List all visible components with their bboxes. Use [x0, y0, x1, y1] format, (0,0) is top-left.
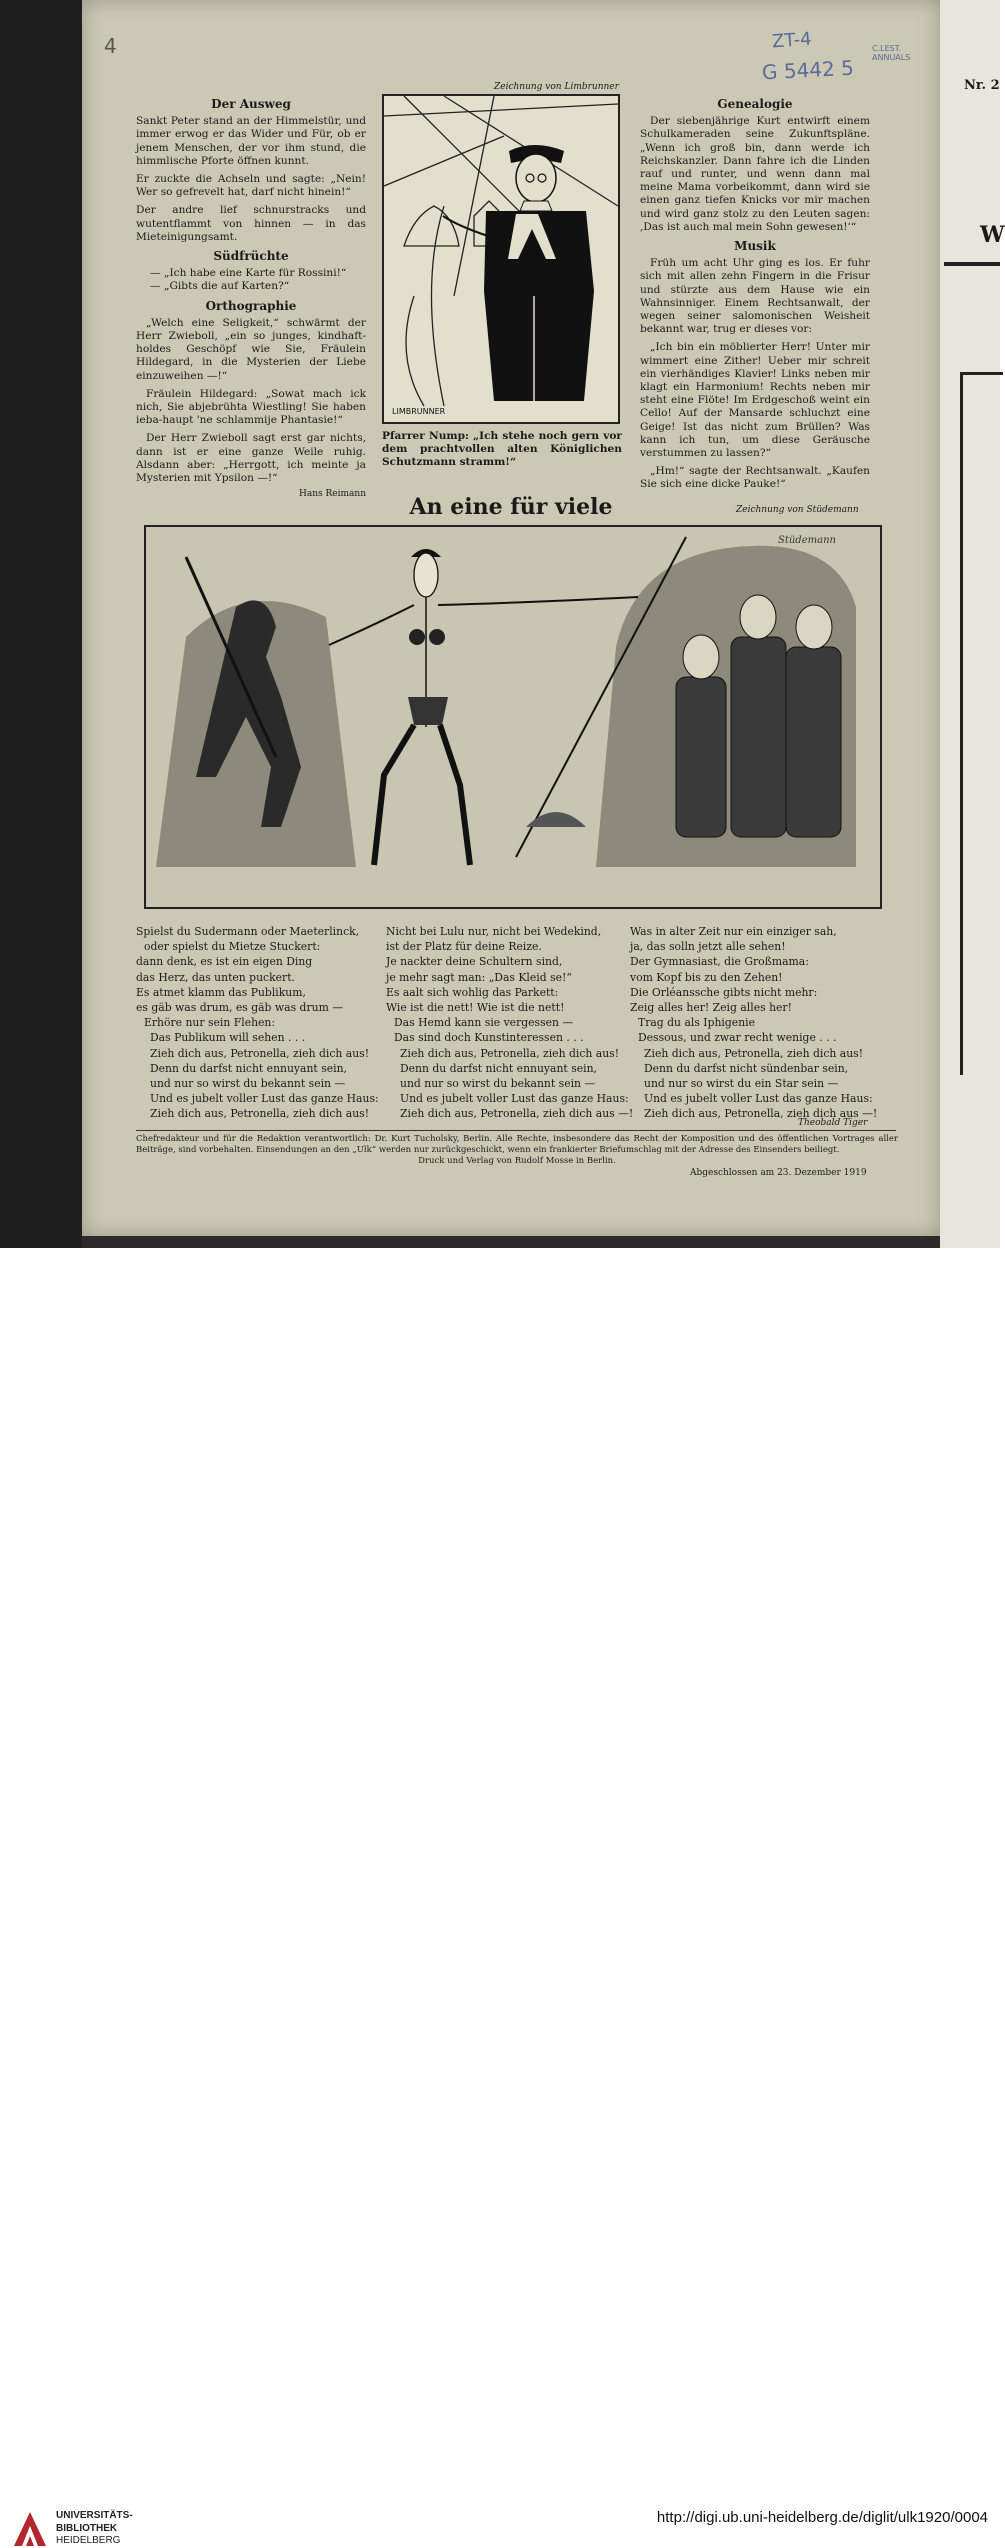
section-title-genealogie: Genealogie: [717, 97, 793, 111]
dialogue-line: — „Ich habe eine Karte für Rossini!“: [150, 267, 347, 280]
poem-line: Dessous, und zwar recht wenige . . .: [638, 1031, 837, 1045]
poem-signature: Theobald Tiger: [798, 1118, 868, 1128]
poem-line: und nur so wirst du bekannt sein —: [400, 1077, 596, 1091]
permalink-url[interactable]: http://digi.ub.uni-heidelberg.de/diglit/ulk1920/0004: [656, 2509, 988, 2526]
poem-line: Denn du darfst nicht ennuyant sein,: [150, 1061, 347, 1075]
right-column: [640, 92, 870, 497]
paragraph: „Ich bin ein möblierter Herr! Unter mir wimmert eine Zither! Ueber mir schreit ein vierhändiges Klavier! Links neben mir klagt ein Harmonium! Rechts neben mir steht eine Flöte! Im Erdgeschoß weint ein Cello! Auf der Mansarde schluchzt eine Geige! Ist das nicht zum Brüllen? Was kann ich tun, um diese Geräusche verstummen zu lassen?“: [640, 341, 870, 460]
poem-line: und nur so wirst du ein Star sein —: [644, 1077, 839, 1091]
poem-line: dann denk, es ist ein eigen Ding: [136, 955, 313, 969]
cartoon-drawing: [384, 96, 618, 422]
cartoon-credit: Zeichnung von Limbrunner: [494, 82, 619, 92]
poem-line: es gäb was drum, es gäb was drum —: [136, 1001, 344, 1015]
author-name: Hans Reimann: [299, 489, 366, 500]
poem-line: Das sind doch Kunstinteressen . . .: [394, 1031, 584, 1045]
poem-line: Wie ist die nett! Wie ist die nett!: [386, 1001, 565, 1015]
poem-line: Je nackter deine Schultern sind,: [386, 955, 563, 969]
poem-line: ist der Platz für deine Reize.: [386, 940, 542, 954]
poem-line: Denn du darfst nicht sündenbar sein,: [644, 1061, 849, 1075]
footer-bar: [0, 1248, 1000, 2546]
poem-line: Und es jubelt voller Lust das ganze Haus:: [150, 1092, 379, 1106]
poem-line: Zieh dich aus, Petronella, zieh dich aus —!: [400, 1107, 634, 1121]
institution-line: HEIDELBERG: [56, 2535, 121, 2546]
imprint-text: Chefredakteur und für die Redaktion verantwortlich: Dr. Kurt Tucholsky, Berlin. Alle Rechte, insbesondere das Recht der Komposition und des öffentlichen Vortrages aller Beiträge, sind vorbehalten. Einsendungen an den „Ulk“ werden nur zurückgeschickt, wenn ein frankierter Briefumschlag mit der Adresse des Einsenders beiliegt.: [136, 1134, 898, 1155]
cartoon-signature: LIMBRUNNER: [392, 407, 446, 416]
stamp-handwritten: ZT-4: [771, 28, 813, 53]
library-note-handwritten: C.LEST. ANNUALS: [872, 44, 911, 62]
poem-column-3: [630, 924, 877, 1122]
institution-line: UNIVERSITÄTS-: [56, 2510, 133, 2521]
closing-date: Abgeschlossen am 23. Dezember 1919: [690, 1168, 867, 1178]
poem-line: Zeig alles her! Zeig alles her!: [630, 1001, 792, 1015]
next-page-frame: [960, 372, 1003, 1075]
poem-line: und nur so wirst du bekannt sein —: [150, 1077, 346, 1091]
paragraph: Er zuckte die Achseln und sagte: „Nein! Wer so gefrevelt hat, darf nicht hinein!“: [136, 173, 366, 199]
poem-line: [136, 924, 379, 939]
book-binding: [0, 0, 82, 1248]
poem-line: Und es jubelt voller Lust das ganze Haus:: [400, 1092, 629, 1106]
imprint: [136, 1134, 898, 1167]
poem-line: je mehr sagt man: „Das Kleid se!“: [386, 970, 572, 984]
poem-line: ja, das solln jetzt alle sehen!: [630, 940, 786, 954]
poem-line: Erhöre nur sein Flehen:: [144, 1016, 276, 1030]
poem-column-2: [386, 924, 633, 1122]
poem-line: Die Orléanssche gibts nicht mehr:: [630, 985, 818, 999]
newspaper-page: [82, 0, 940, 1236]
paragraph: Sankt Peter stand an der Himmelstür, und immer erwog er das Wider und Für, ob er jenem Menschen, der vor ihm stund, die himmlische Pforte öffnen kunnt.: [136, 115, 366, 167]
left-column: [136, 92, 366, 501]
poem-line: Zieh dich aus, Petronella, zieh dich aus!: [400, 1046, 620, 1060]
section-title-ausweg: Der Ausweg: [211, 97, 291, 111]
paragraph: Früh um acht Uhr ging es los. Er fuhr sich mit allen zehn Fingern in die Frisur und stürzte aus dem Hause wie ein Wahnsinniger. Einem Rechtsanwalt, der wegen seiner salomonischen Weisheit bekannt war, trug er dieses vor:: [640, 257, 870, 336]
poem-line: Denn du darfst nicht ennuyant sein,: [400, 1061, 597, 1075]
poem-line: das Herz, das unten puckert.: [136, 970, 295, 984]
poem-line: Was in alter Zeit nur ein einziger sah,: [630, 925, 837, 938]
footer-divider: [136, 1130, 896, 1131]
cartoon-signature: Stüdemann: [778, 535, 836, 546]
cartoon-pfarrer-schutzmann: [382, 94, 620, 424]
poem-line: Nicht bei Lulu nur, nicht bei Wedekind,: [386, 925, 602, 938]
paragraph: „Welch eine Seligkeit,“ schwärmt der Herr Zwieboll, „ein so junges, kindhaft-holdes Geschöpf wie Sie, Fräulein Hildegard, in die Mysterien der Liebe einzuweihen —!“: [136, 316, 366, 382]
paragraph: „Hm!“ sagte der Rechtsanwalt. „Kaufen Sie sich eine dicke Pauke!“: [640, 465, 870, 491]
poem-line: oder spielst du Mietze Stuckert:: [144, 940, 321, 954]
poem-line: Zieh dich aus, Petronella, zieh dich aus!: [644, 1046, 864, 1060]
cartoon-drawing: [146, 527, 880, 907]
poem-line: Zieh dich aus, Petronella, zieh dich aus —!: [644, 1107, 878, 1121]
page-number-handwritten: 4: [104, 34, 117, 58]
poem-line: vom Kopf bis zu den Zehen!: [630, 970, 783, 984]
cartoon-an-eine-fuer-viele: [144, 525, 882, 909]
paragraph: Der siebenjährige Kurt entwirft einem Schulkameraden seine Zukunftspläne. „Wenn ich groß bin, dann werde ich Reichskanzler. Dann fahre ich die Linden rauf und runter, und wenn dann mal meine Mama vorbeikommt, dann wird sie einen ganz tiefen Knicks vor mir machen und wird ganz stolz zu den Leuten sagen: ‚Das ist auch mal mein Sohn gewesen!‘“: [640, 115, 870, 233]
poem-line: Und es jubelt voller Lust das ganze Haus:: [644, 1092, 873, 1106]
poem-line: Der Gymnasiast, die Großmama:: [630, 955, 809, 969]
paragraph: Der andre lief schnurstracks und wutentflammt von hinnen — in das Mieteinigungsamt.: [136, 204, 366, 243]
poem-line: Es atmet klamm das Publikum,: [136, 985, 306, 999]
cartoon-caption: Pfarrer Nump: „Ich stehe noch gern vor dem prachtvollen alten Königlichen Schutzmann stramm!“: [382, 430, 622, 468]
poem-line: Das Hemd kann sie vergessen —: [394, 1016, 574, 1030]
poem-line: Zieh dich aus, Petronella, zieh dich aus!: [150, 1046, 370, 1060]
printer-line: Druck und Verlag von Rudolf Mosse in Berlin.: [418, 1156, 616, 1166]
next-page-heading-fragment: W: [980, 222, 1005, 248]
poem-line: Das Publikum will sehen . . .: [150, 1031, 306, 1045]
poem-line: Zieh dich aus, Petronella, zieh dich aus!: [150, 1107, 370, 1121]
institution-line: BIBLIOTHEK: [56, 2522, 118, 2534]
section-title-orthographie: Orthographie: [205, 298, 297, 313]
poem-line: Trag du als Iphigenie: [638, 1016, 755, 1030]
paragraph: Fräulein Hildegard: „Sowat mach ick nich, Sie abjebrühta Wiestling! Sie haben ieba-haupt 'ne schlammije Phantasie!“: [136, 387, 366, 427]
section-title-musik: Musik: [734, 239, 776, 254]
section-title-suedfruechte: Südfrüchte: [213, 249, 289, 264]
next-page-number: Nr. 2: [964, 78, 1000, 93]
university-logo-icon[interactable]: [12, 2510, 48, 2548]
scan-viewer: [0, 0, 1005, 1248]
institution-name[interactable]: [56, 2510, 133, 2548]
next-page-edge: [940, 0, 1005, 1248]
next-page-rule: [944, 262, 1000, 266]
cartoon-credit: Zeichnung von Stüdemann: [736, 505, 859, 515]
poem-column-1: [136, 924, 379, 1122]
main-title: An eine für viele: [409, 494, 613, 520]
poem-line-text: Spielst du Sudermann oder Maeterlinck,: [136, 925, 360, 938]
catalog-number-handwritten: G 5442 5: [761, 55, 855, 85]
paragraph: Der Herr Zwieboll sagt erst gar nichts, dann ist er eine ganze Weile ruhig. Alsdann aber: „Herrgott, ich meinte ja Mysterien mit Ypsilon —!“: [136, 432, 366, 485]
dialogue-line: — „Gibts die auf Karten?“: [150, 280, 290, 293]
poem-line: Es aalt sich wohlig das Parkett:: [386, 985, 559, 999]
